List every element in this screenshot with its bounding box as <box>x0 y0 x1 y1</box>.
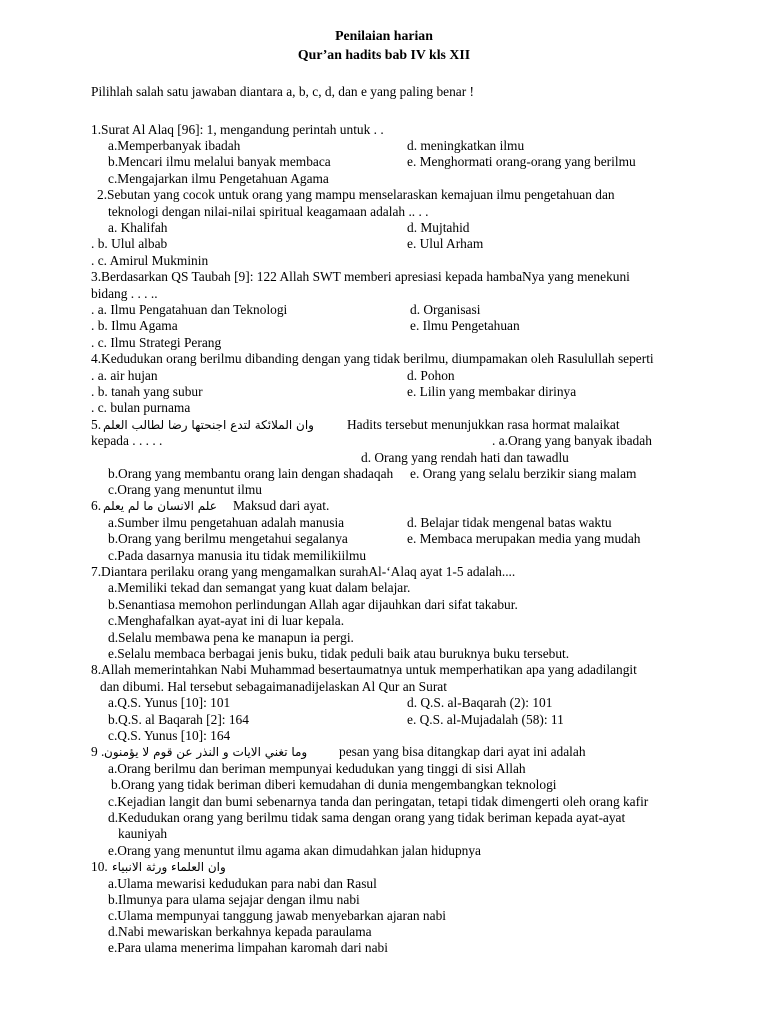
q4-option-c: . c. bulan purnama <box>91 400 191 415</box>
q3-option-a: . a. Ilmu Pengatahuan dan Teknologi <box>91 302 288 317</box>
q9-arabic-verse: وما تغني الايات و النذر عن قوم لا يؤمنون <box>104 745 308 759</box>
q5-arabic-hadith: وان الملائكة لتدع اجنحتها رضا لطالب العلم <box>103 418 314 432</box>
q4-option-d: d. Pohon <box>407 368 455 383</box>
q5-option-e: e. Orang yang selalu berzikir siang malam <box>410 466 637 481</box>
q10-arabic-hadith: وان العلماء ورثة الانبياء <box>112 860 226 874</box>
q9-option-c: c.Kejadian langit dan bumi sebenarnya tanda dan peringatan, tetapi tidak dimengerti oleh orang kafir <box>108 794 649 809</box>
q5-number: 5. <box>91 417 102 432</box>
q6-option-d: d. Belajar tidak mengenal batas waktu <box>407 515 612 530</box>
q5-option-b: b.Orang yang membantu orang lain dengan shadaqah <box>108 466 394 481</box>
q2-option-d: d. Mujtahid <box>407 220 470 235</box>
q7-option-a: a.Memiliki tekad dan semangat yang kuat dalam belajar. <box>108 580 411 595</box>
q2-option-e: e. Ulul Arham <box>407 236 484 251</box>
q10-option-e: e.Para ulama menerima limpahan karomah dari nabi <box>108 940 388 955</box>
q3-stem-line1: 3.Berdasarkan QS Taubah [9]: 122 Allah SWT memberi apresiasi kepada hambaNya yang menekuni <box>91 269 630 284</box>
q10-option-a: a.Ulama mewarisi kedudukan para nabi dan Rasul <box>108 876 377 891</box>
q8-option-c: c.Q.S. Yunus [10]: 164 <box>108 728 231 743</box>
q1-option-a: a.Memperbanyak ibadah <box>108 138 241 153</box>
q9-option-e: e.Orang yang menuntut ilmu agama akan dimudahkan jalan hidupnya <box>108 843 481 858</box>
q10-option-d: d.Nabi mewariskan berkahnya kepada paraulama <box>108 924 372 939</box>
q9-option-d: d.Kedudukan orang yang berilmu tidak sama dengan orang yang tidak beriman kepada ayat-ayat <box>108 810 626 825</box>
q7-option-e: e.Selalu membaca berbagai jenis buku, tidak peduli baik atau buruknya buku tersebut. <box>108 646 570 661</box>
q5-stem: Hadits tersebut menunjukkan rasa hormat malaikat <box>347 417 620 432</box>
q5-stem-line2: kepada . . . . . <box>91 433 163 448</box>
q9-number: 9 . <box>91 744 105 759</box>
q3-option-e: e. Ilmu Pengetahuan <box>410 318 520 333</box>
q2-option-c: . c. Amirul Mukminin <box>91 253 209 268</box>
q9-stem: pesan yang bisa ditangkap dari ayat ini adalah <box>339 744 586 759</box>
q6-option-b: b.Orang yang berilmu mengetahui segalanya <box>108 531 348 546</box>
q3-stem-line2: bidang . . . .. <box>91 286 158 301</box>
q1-option-d: d. meningkatkan ilmu <box>407 138 525 153</box>
q6-option-e: e. Membaca merupakan media yang mudah <box>407 531 641 546</box>
q1-stem: 1.Surat Al Alaq [96]: 1, mengandung perintah untuk . . <box>91 122 384 137</box>
q1-option-b: b.Mencari ilmu melalui banyak membaca <box>108 154 331 169</box>
q2-stem-line2: teknologi dengan nilai-nilai spiritual keagamaan adalah .. . . <box>108 204 429 219</box>
q8-option-a: a.Q.S. Yunus [10]: 101 <box>108 695 231 710</box>
q6-stem: Maksud dari ayat. <box>233 498 330 513</box>
q2-option-b: . b. Ulul albab <box>91 236 168 251</box>
q8-stem-line2: dan dibumi. Hal tersebut sebagaimanadijelaskan Al Qur an Surat <box>100 679 447 694</box>
q3-option-c: . c. Ilmu Strategi Perang <box>91 335 222 350</box>
q8-stem-line1: 8.Allah memerintahkan Nabi Muhammad besertaumatnya untuk memperhatikan apa yang adadilangit <box>91 662 637 677</box>
q3-option-d: d. Organisasi <box>410 302 481 317</box>
q4-stem: 4.Kedudukan orang berilmu dibanding dengan yang tidak berilmu, diumpamakan oleh Rasulullah seperti <box>91 351 654 366</box>
page-subtitle: Qur’an hadits bab IV kls XII <box>297 47 471 62</box>
q8-option-e: e. Q.S. al-Mujadalah (58): 11 <box>407 712 564 727</box>
q5-option-c: c.Orang yang menuntut ilmu <box>108 482 262 497</box>
q6-option-a: a.Sumber ilmu pengetahuan adalah manusia <box>108 515 345 530</box>
q7-option-d: d.Selalu membawa pena ke manapun ia pergi. <box>108 630 354 645</box>
q10-option-b: b.Ilmunya para ulama sejajar dengan ilmu nabi <box>108 892 360 907</box>
q4-option-b: . b. tanah yang subur <box>91 384 203 399</box>
q7-stem: 7.Diantara perilaku orang yang mengamalkan surahAl-‘Alaq ayat 1-5 adalah.... <box>91 564 516 579</box>
q3-option-b: . b. Ilmu Agama <box>91 318 178 333</box>
q4-option-a: . a. air hujan <box>91 368 158 383</box>
q5-option-d: d. Orang yang rendah hati dan tawadlu <box>361 450 569 465</box>
q10-option-c: c.Ulama mempunyai tanggung jawab menyebarkan ajaran nabi <box>108 908 446 923</box>
q2-stem-line1: 2.Sebutan yang cocok untuk orang yang mampu menselaraskan kemajuan ilmu pengetahuan dan <box>97 187 615 202</box>
q6-arabic-verse: علم الانسان ما لم يعلم <box>103 499 217 513</box>
q5-option-a: . a.Orang yang banyak ibadah <box>492 433 652 448</box>
q6-number: 6. <box>91 498 102 513</box>
q6-option-c: c.Pada dasarnya manusia itu tidak memilikiilmu <box>108 548 367 563</box>
q9-option-d-continued: kauniyah <box>118 826 168 841</box>
q8-option-d: d. Q.S. al-Baqarah (2): 101 <box>407 695 553 710</box>
q10-number: 10. <box>91 859 108 874</box>
q9-option-a: a.Orang berilmu dan beriman mempunyai kedudukan yang tinggi di sisi Allah <box>108 761 526 776</box>
q7-option-c: c.Menghafalkan ayat-ayat ini di luar kepala. <box>108 613 345 628</box>
instruction: Pilihlah salah satu jawaban diantara a, b, c, d, dan e yang paling benar ! <box>91 84 474 99</box>
q9-option-b: b.Orang yang tidak beriman diberi kemudahan di dunia mengembangkan teknologi <box>111 777 557 792</box>
q2-option-a: a. Khalifah <box>108 220 168 235</box>
q8-option-b: b.Q.S. al Baqarah [2]: 164 <box>108 712 249 727</box>
q4-option-e: e. Lilin yang membakar dirinya <box>407 384 577 399</box>
q7-option-b: b.Senantiasa memohon perlindungan Allah agar dijauhkan dari sifat takabur. <box>108 597 518 612</box>
q1-option-e: e. Menghormati orang-orang yang berilmu <box>407 154 636 169</box>
page-title: Penilaian harian <box>335 28 433 43</box>
q1-option-c: c.Mengajarkan ilmu Pengetahuan Agama <box>108 171 329 186</box>
